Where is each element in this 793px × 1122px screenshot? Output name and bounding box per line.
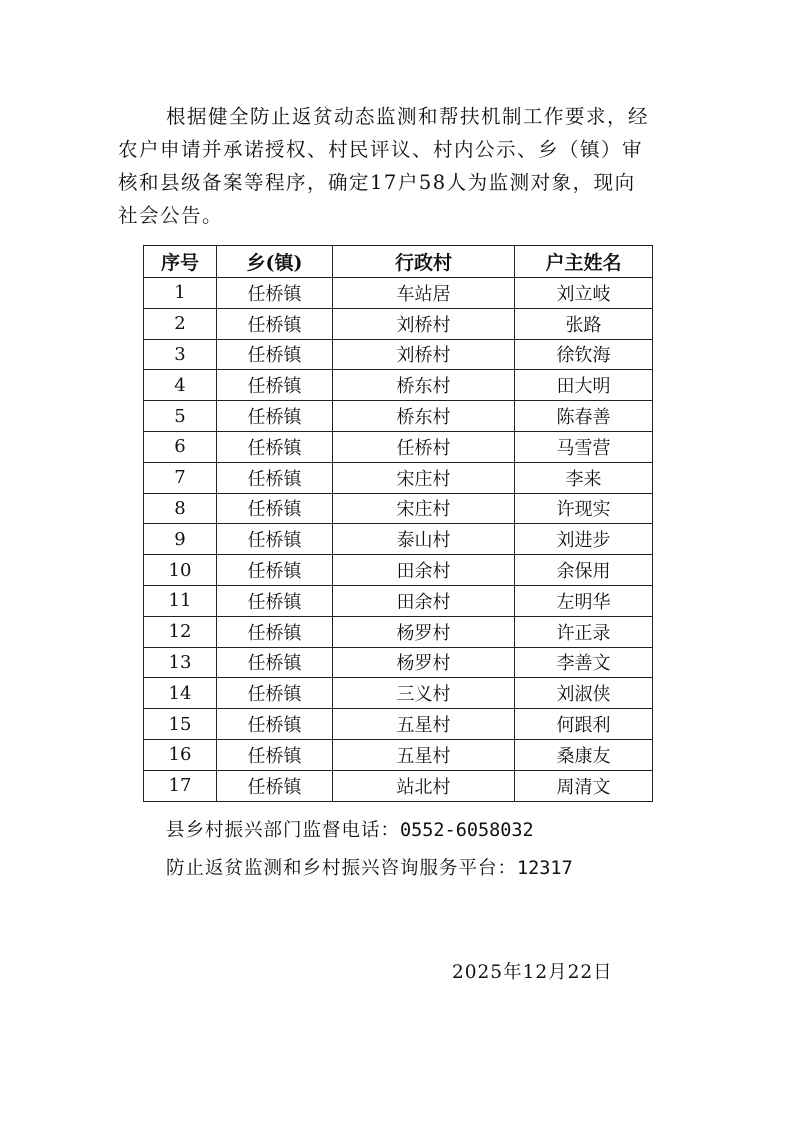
table-row (144, 709, 653, 740)
row-householder: 周清文 (515, 770, 653, 801)
notice-date: 2025年12月22日 (452, 962, 613, 983)
row-householder: 李善文 (515, 647, 653, 678)
consult-phone: 12317 (517, 858, 573, 879)
row-index: 6 (144, 431, 217, 462)
row-village: 车站居 (333, 278, 515, 309)
row-village: 宋庄村 (333, 462, 515, 493)
row-householder: 李来 (515, 462, 653, 493)
row-village: 桥东村 (333, 401, 515, 432)
row-householder: 余保用 (515, 555, 653, 586)
table-row (144, 431, 653, 462)
table-row (144, 616, 653, 647)
row-index: 17 (144, 770, 217, 801)
row-village: 刘桥村 (333, 308, 515, 339)
supervision-label: 县乡村振兴部门监督电话： (166, 820, 401, 841)
row-householder: 刘立岐 (515, 278, 653, 309)
row-township: 任桥镇 (217, 647, 333, 678)
row-township: 任桥镇 (217, 585, 333, 616)
row-village: 泰山村 (333, 524, 515, 555)
row-township: 任桥镇 (217, 709, 333, 740)
table-row (144, 585, 653, 616)
row-householder: 徐钦海 (515, 339, 653, 370)
row-village: 站北村 (333, 770, 515, 801)
row-householder: 马雪营 (515, 431, 653, 462)
row-index: 8 (144, 493, 217, 524)
row-village: 刘桥村 (333, 339, 515, 370)
table-header-row (144, 246, 653, 278)
row-township: 任桥镇 (217, 770, 333, 801)
table-row (144, 678, 653, 709)
row-index: 5 (144, 401, 217, 432)
intro-line: 核和县级备案等程序，确定17户58人为监测对象，现向 (118, 171, 636, 194)
row-township: 任桥镇 (217, 401, 333, 432)
row-village: 田余村 (333, 555, 515, 586)
row-householder: 许现实 (515, 493, 653, 524)
table-row (144, 493, 653, 524)
table-row (144, 370, 653, 401)
row-householder: 张路 (515, 308, 653, 339)
row-index: 12 (144, 616, 217, 647)
table-row (144, 462, 653, 493)
row-township: 任桥镇 (217, 616, 333, 647)
table-row (144, 739, 653, 770)
header-village: 行政村 (333, 246, 515, 278)
row-township: 任桥镇 (217, 678, 333, 709)
row-householder: 左明华 (515, 585, 653, 616)
row-township: 任桥镇 (217, 555, 333, 586)
consult-label: 防止返贫监测和乡村振兴咨询服务平台： (166, 858, 518, 879)
row-township: 任桥镇 (217, 370, 333, 401)
table-body (144, 278, 653, 802)
table-row (144, 770, 653, 801)
table-row (144, 339, 653, 370)
row-township: 任桥镇 (217, 462, 333, 493)
consult-line (166, 850, 573, 888)
header-index: 序号 (144, 246, 217, 278)
row-householder: 许正录 (515, 616, 653, 647)
row-village: 田余村 (333, 585, 515, 616)
row-householder: 田大明 (515, 370, 653, 401)
row-index: 14 (144, 678, 217, 709)
row-village: 桥东村 (333, 370, 515, 401)
row-index: 9 (144, 524, 217, 555)
table-row (144, 308, 653, 339)
row-village: 五星村 (333, 709, 515, 740)
row-index: 3 (144, 339, 217, 370)
table-row (144, 647, 653, 678)
row-householder: 刘淑侠 (515, 678, 653, 709)
row-index: 1 (144, 278, 217, 309)
row-township: 任桥镇 (217, 431, 333, 462)
row-index: 4 (144, 370, 217, 401)
row-village: 任桥村 (333, 431, 515, 462)
contact-info (166, 812, 573, 888)
row-householder: 何跟利 (515, 709, 653, 740)
header-householder: 户主姓名 (515, 246, 653, 278)
row-householder: 陈春善 (515, 401, 653, 432)
notice-intro (118, 100, 668, 232)
row-village: 三义村 (333, 678, 515, 709)
row-village: 杨罗村 (333, 647, 515, 678)
row-householder: 刘进步 (515, 524, 653, 555)
row-index: 2 (144, 308, 217, 339)
monitoring-targets-table (143, 245, 653, 802)
intro-line: 根据健全防止返贫动态监测和帮扶机制工作要求，经 (166, 105, 650, 128)
intro-line: 农户申请并承诺授权、村民评议、村内公示、乡（镇）审 (118, 138, 644, 161)
row-village: 宋庄村 (333, 493, 515, 524)
intro-line: 社会公告。 (118, 204, 224, 227)
row-index: 10 (144, 555, 217, 586)
row-village: 五星村 (333, 739, 515, 770)
table-row (144, 278, 653, 309)
row-index: 13 (144, 647, 217, 678)
row-township: 任桥镇 (217, 339, 333, 370)
row-index: 11 (144, 585, 217, 616)
row-village: 杨罗村 (333, 616, 515, 647)
row-township: 任桥镇 (217, 524, 333, 555)
table-row (144, 555, 653, 586)
table-row (144, 524, 653, 555)
row-index: 16 (144, 739, 217, 770)
row-householder: 桑康友 (515, 739, 653, 770)
row-index: 15 (144, 709, 217, 740)
row-township: 任桥镇 (217, 493, 333, 524)
supervision-phone: 0552-6058032 (400, 820, 534, 841)
supervision-line (166, 812, 573, 850)
row-township: 任桥镇 (217, 739, 333, 770)
table-row (144, 401, 653, 432)
row-township: 任桥镇 (217, 278, 333, 309)
row-township: 任桥镇 (217, 308, 333, 339)
row-index: 7 (144, 462, 217, 493)
header-township: 乡(镇) (217, 246, 333, 278)
